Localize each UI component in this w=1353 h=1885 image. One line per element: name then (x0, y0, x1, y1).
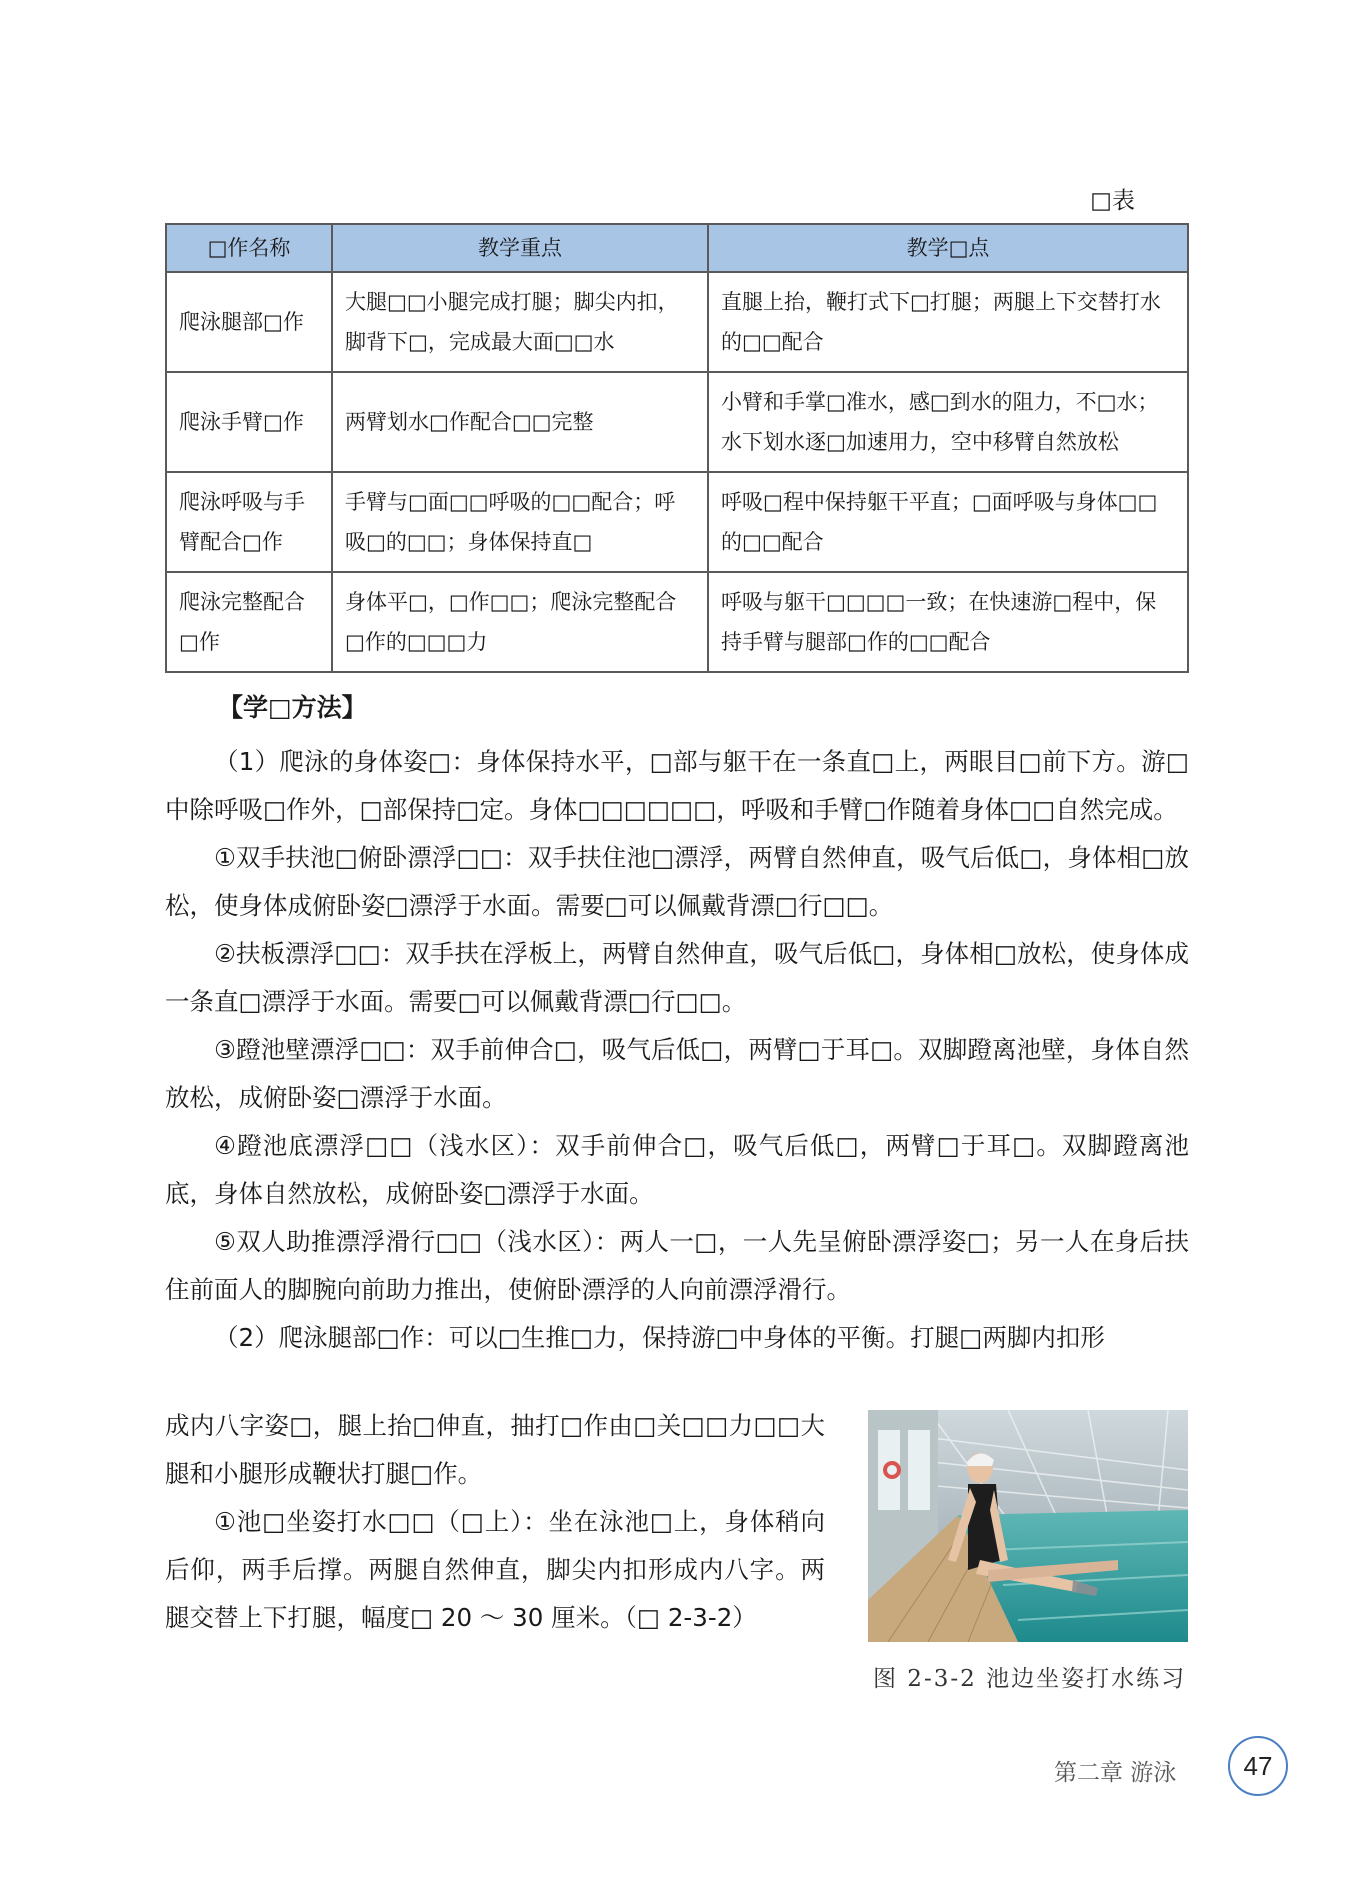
paragraph-drill-3: ③蹬池壁漂浮□□：双手前伸合□，吸气后低□，两臂□于耳□。双脚蹬离池壁，身体自然放松，成俯卧姿□漂浮于水面。 (165, 1035, 1189, 1112)
table-cell: 爬泳手臂□作 (166, 372, 332, 472)
table-cell: 两臂划水□作配合□□完整 (332, 372, 708, 472)
paragraph-drill-4: ④蹬池底漂浮□□（浅水区）：双手前伸合□，吸气后低□，两臂□于耳□。双脚蹬离池底，身体自然放松，成俯卧姿□漂浮于水面。 (165, 1131, 1189, 1208)
table-header-cell: 教学□点 (708, 224, 1188, 272)
figure-caption: 图 2-3-2 池边坐姿打水练习 (873, 1666, 1187, 1692)
table-row (166, 372, 1188, 472)
table-cell: 手臂与□面□□呼吸的□□配合；呼吸□的□□；身体保持直□ (332, 472, 708, 572)
paragraph-drill-1: ①双手扶池□俯卧漂浮□□：双手扶住池□漂浮，两臂自然伸直，吸气后低□，身体相□放松，使身体成俯卧姿□漂浮于水面。需要□可以佩戴背漂□行□□。 (165, 843, 1189, 920)
table-cell: 呼吸□程中保持躯干平直；□面呼吸与身体□□的□□配合 (708, 472, 1188, 572)
body-text (165, 738, 1189, 1362)
page-number: 47 (1228, 1736, 1288, 1796)
table-cell: 身体平□，□作□□；爬泳完整配合□作的□□□力 (332, 572, 708, 672)
table-header-cell: □作名称 (166, 224, 332, 272)
table-cell: 爬泳腿部□作 (166, 272, 332, 372)
paragraph-body-posture: （1）爬泳的身体姿□：身体保持水平，□部与躯干在一条直□上，两眼目□前下方。游□中除呼吸□作外，□部保持□定。身体□□□□□□，呼吸和手臂□作随着身体□□自然完成。 (165, 747, 1189, 824)
table-caption: □表 (1090, 188, 1135, 214)
table-cell: 呼吸与躯干□□□□一致；在快速游□程中，保持手臂与腿部□作的□□配合 (708, 572, 1188, 672)
paragraph-poolside-kick: ①池□坐姿打水□□（□上）：坐在泳池□上，身体稍向后仰，两手后撑。两腿自然伸直，脚尖内扣形成内八字。两腿交替上下打腿，幅度□ 20 ～ 30 厘米。（□ 2-3-2） (165, 1507, 825, 1632)
table-header-cell: 教学重点 (332, 224, 708, 272)
poolside-kick-photo (868, 1410, 1188, 1642)
table-cell: 大腿□□小腿完成打腿；脚尖内扣，脚背下□，完成最大面□□水 (332, 272, 708, 372)
section-heading: 【学□方法】 (218, 693, 367, 722)
table-header-row (166, 224, 1188, 272)
table-row (166, 272, 1188, 372)
paragraph-drill-2: ②扶板漂浮□□：双手扶在浮板上，两臂自然伸直，吸气后低□，身体相□放松，使身体成一条直□漂浮于水面。需要□可以佩戴背漂□行□□。 (165, 939, 1189, 1016)
table-cell: 小臂和手掌□准水，感□到水的阻力，不□水；水下划水逐□加速用力，空中移臂自然放松 (708, 372, 1188, 472)
table-cell: 直腿上抬，鞭打式下□打腿；两腿上下交替打水的□□配合 (708, 272, 1188, 372)
table-cell: 爬泳完整配合□作 (166, 572, 332, 672)
table-cell: 爬泳呼吸与手臂配合□作 (166, 472, 332, 572)
table-row (166, 572, 1188, 672)
paragraph-drill-5: ⑤双人助推漂浮滑行□□（浅水区）：两人一□，一人先呈俯卧漂浮姿□；另一人在身后扶住前面人的脚腕向前助力推出，使俯卧漂浮的人向前漂浮滑行。 (165, 1227, 1189, 1304)
paragraph-leg-action: （2）爬泳腿部□作：可以□生推□力，保持游□中身体的平衡。打腿□两脚内扣形 (214, 1323, 1105, 1352)
footer-chapter: 第二章 游泳 (1054, 1760, 1177, 1786)
teaching-points-table (165, 223, 1189, 673)
table-row (166, 472, 1188, 572)
paragraph-leg-action-cont: 成内八字姿□，腿上抬□伸直，抽打□作由□关□□力□□大腿和小腿形成鞭状打腿□作。 (165, 1411, 825, 1488)
